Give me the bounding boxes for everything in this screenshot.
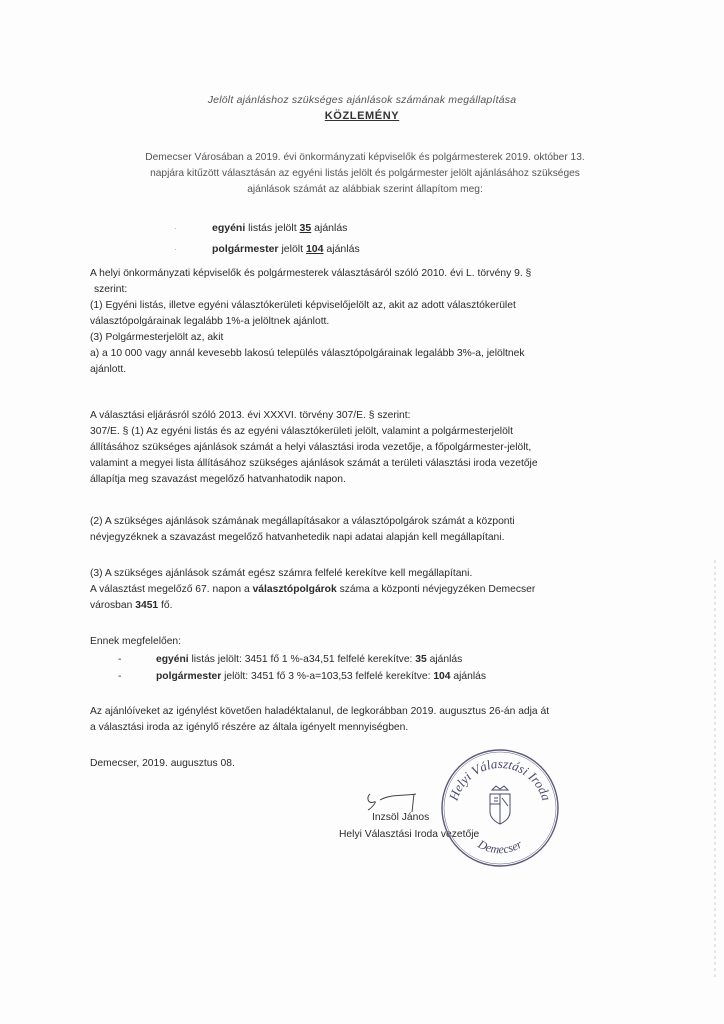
summary-list [174, 218, 360, 260]
place-date: Demecser, 2019. augusztus 08. [90, 758, 235, 769]
candidate-type: polgármester [212, 243, 279, 255]
law-paragraph-2: A választási eljárásról szóló 2013. évi XXXVI. törvény 307/E. § szerint: 307/E. § (1) Az egyéni listás és az egyéni választókerületi jelölt, valamint a polgármesterjelölt állításához szükséges ajánlások számát a helyi választási iroda vezetője, a főpolgármester-jelölt, valamint a megyei lista állításához szükséges ajánlások számát a területi választási iroda vezetője állapítja meg szavazást megelőző hatvanhatodik napon. [90, 410, 538, 485]
required-count: 104 [305, 243, 324, 255]
signer-name: Inzsöl János [372, 812, 430, 823]
signer-role: Helyi Választási Iroda vezetője [339, 829, 480, 840]
office-stamp [438, 746, 562, 870]
document-heading: KÖZLEMÉNY [324, 110, 400, 122]
intro-line: ajánlások számát az alábbiak szerint állapítom meg: [247, 184, 483, 195]
bullet-dot: · [174, 245, 177, 254]
list-item: - polgármester jelölt: 3451 fő 3 %-a=103,53 felfelé kerekítve: 104 ajánlás [118, 668, 486, 685]
dash-marker: - [118, 654, 122, 665]
bullet-dot: · [174, 224, 177, 233]
list-item: · polgármester jelölt 104 ajánlás [174, 239, 360, 260]
result-list [118, 651, 486, 685]
coat-of-arms-icon [490, 786, 510, 824]
law-paragraph-4: (3) A szükséges ajánlások számát egész számra felfelé kerekítve kell megállapítani. A választást megelőző 67. napon a választópolgárok száma a központi névjegyzéken Demecser városban 3451 fő. [90, 568, 536, 611]
required-count: 35 [299, 222, 312, 234]
stamp-top-text: Helyi Választási Iroda [445, 755, 555, 803]
intro-line: Demecser Városában a 2019. évi önkormányzati képviselők és polgármesterek 2019. október 13. [145, 152, 585, 163]
law-paragraph-3: (2) A szükséges ajánlások számának megállapításakor a választópolgárok számát a központi névjegyzéknek a szavazást megelőző hatvanhetedik napi adatai alapján kell megállapítani. [90, 516, 515, 543]
closing-paragraph: Az ajánlóíveket az igénylést követően haladéktalanul, de legkorábban 2019. augusztus 26-án adja át a választási iroda az igénylő részére az általa igényelt mennyiségben. [90, 706, 550, 733]
dash-marker: - [118, 671, 122, 682]
list-item: · egyéni listás jelölt 35 ajánlás [174, 218, 360, 239]
document-title: Jelölt ajánláshoz szükséges ajánlások számának megállapítása [207, 94, 517, 106]
intro-line: napjára kitűzött választásán az egyéni listás jelölt és polgármester jelölt ajánlásához szükséges [150, 168, 580, 179]
accordingly-label: Ennek megfelelően: [90, 636, 182, 647]
list-item: - egyéni listás jelölt: 3451 fő 1 %-a34,51 felfelé kerekítve: 35 ajánlás [118, 651, 486, 668]
candidate-type: egyéni [212, 222, 246, 234]
intro-paragraph [110, 150, 620, 198]
scan-edge-artifact [714, 560, 716, 980]
law-paragraph-1: A helyi önkormányzati képviselők és polgármesterek választásáról szóló 2010. évi L. törvény 9. § szerint: (1) Egyéni listás, illetve egyéni választókerületi képviselőjelölt az, akit az adott választókerület választópolgárainak legalább 1%-a jelöltnek ajánlott. (3) Polgármesterjelölt az, akit a) a 10 000 vagy annál kevesebb lakosú település választópolgárainak legalább 3%-a, jelöltnek ajánlott. [90, 268, 532, 375]
stamp-bottom-text: Demecser [475, 836, 525, 857]
